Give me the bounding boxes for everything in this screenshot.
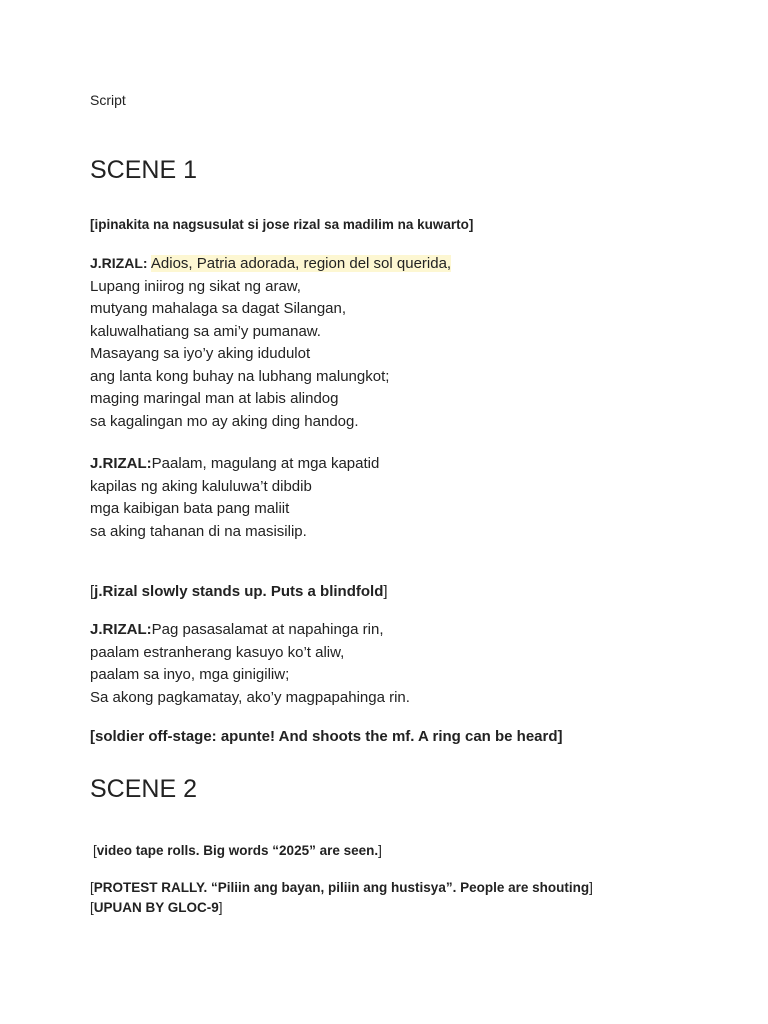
speech-3-first-line [90, 619, 410, 642]
scene-1-direction-2: [j.Rizal slowly stands up. Puts a blindfold] [90, 583, 388, 600]
verse-line: maging maringal man at labis alindog [90, 390, 339, 407]
verse-line: sa aking tahanan di na masisilip. [90, 522, 307, 540]
verse-line: paalam estranherang kasuyo ko’t aliw, [90, 643, 345, 661]
verse-line: ang lanta kong buhay na lubhang malungkot; [90, 367, 390, 385]
verse-line: kapilas ng aking kaluluwa’t dibdib [90, 477, 312, 495]
verse-line: Sa akong pagkamatay, ako’y magpapahinga rin. [90, 688, 410, 706]
speech-2-first-line [90, 453, 379, 476]
verse-line: paalam sa inyo, mga ginigiliw; [90, 666, 290, 683]
speech-1 [90, 252, 451, 433]
verse-line: Paalam, magulang at mga kapatid [151, 455, 380, 472]
speaker-label: J.RIZAL: [90, 621, 152, 638]
speaker-label: J.RIZAL: [90, 455, 152, 472]
verse-line: kaluwalhatiang sa ami’y pumanaw. [90, 322, 321, 340]
scene-2-heading: SCENE 2 [90, 775, 197, 803]
speech-1-first-line [90, 252, 451, 276]
scene-1-direction-3: [soldier off-stage: apunte! And shoots the mf. A ring can be heard] [90, 728, 563, 745]
scene-1-heading: SCENE 1 [90, 156, 197, 184]
verse-line: mga kaibigan bata pang maliit [90, 500, 290, 517]
verse-line: sa kagalingan mo ay aking ding handog. [90, 412, 359, 430]
verse-line: Lupang iniirog ng sikat ng araw, [90, 277, 301, 295]
scene-2-direction-1: [video tape rolls. Big words “2025” are seen.] [93, 843, 382, 858]
speech-2 [90, 453, 379, 543]
verse-line: mutyang mahalaga sa dagat Silangan, [90, 300, 347, 317]
verse-line: Pag pasasalamat at napahinga rin, [151, 621, 384, 638]
scene-1-direction-1: [ipinakita na nagsusulat si jose rizal sa madilim na kuwarto] [90, 217, 474, 232]
scene-2-direction-2: [PROTEST RALLY. “Piliin ang bayan, piliin ang hustisya”. People are shouting] [90, 880, 593, 895]
verse-line: Masayang sa iyo’y aking idudulot [90, 345, 311, 362]
highlighted-line: Adios, Patria adorada, region del sol querida, [150, 255, 452, 272]
script-label: Script [90, 92, 126, 108]
speaker-label: J.RIZAL: [90, 255, 148, 271]
speech-3 [90, 619, 410, 709]
scene-2-direction-3: [UPUAN BY GLOC-9] [90, 900, 223, 915]
